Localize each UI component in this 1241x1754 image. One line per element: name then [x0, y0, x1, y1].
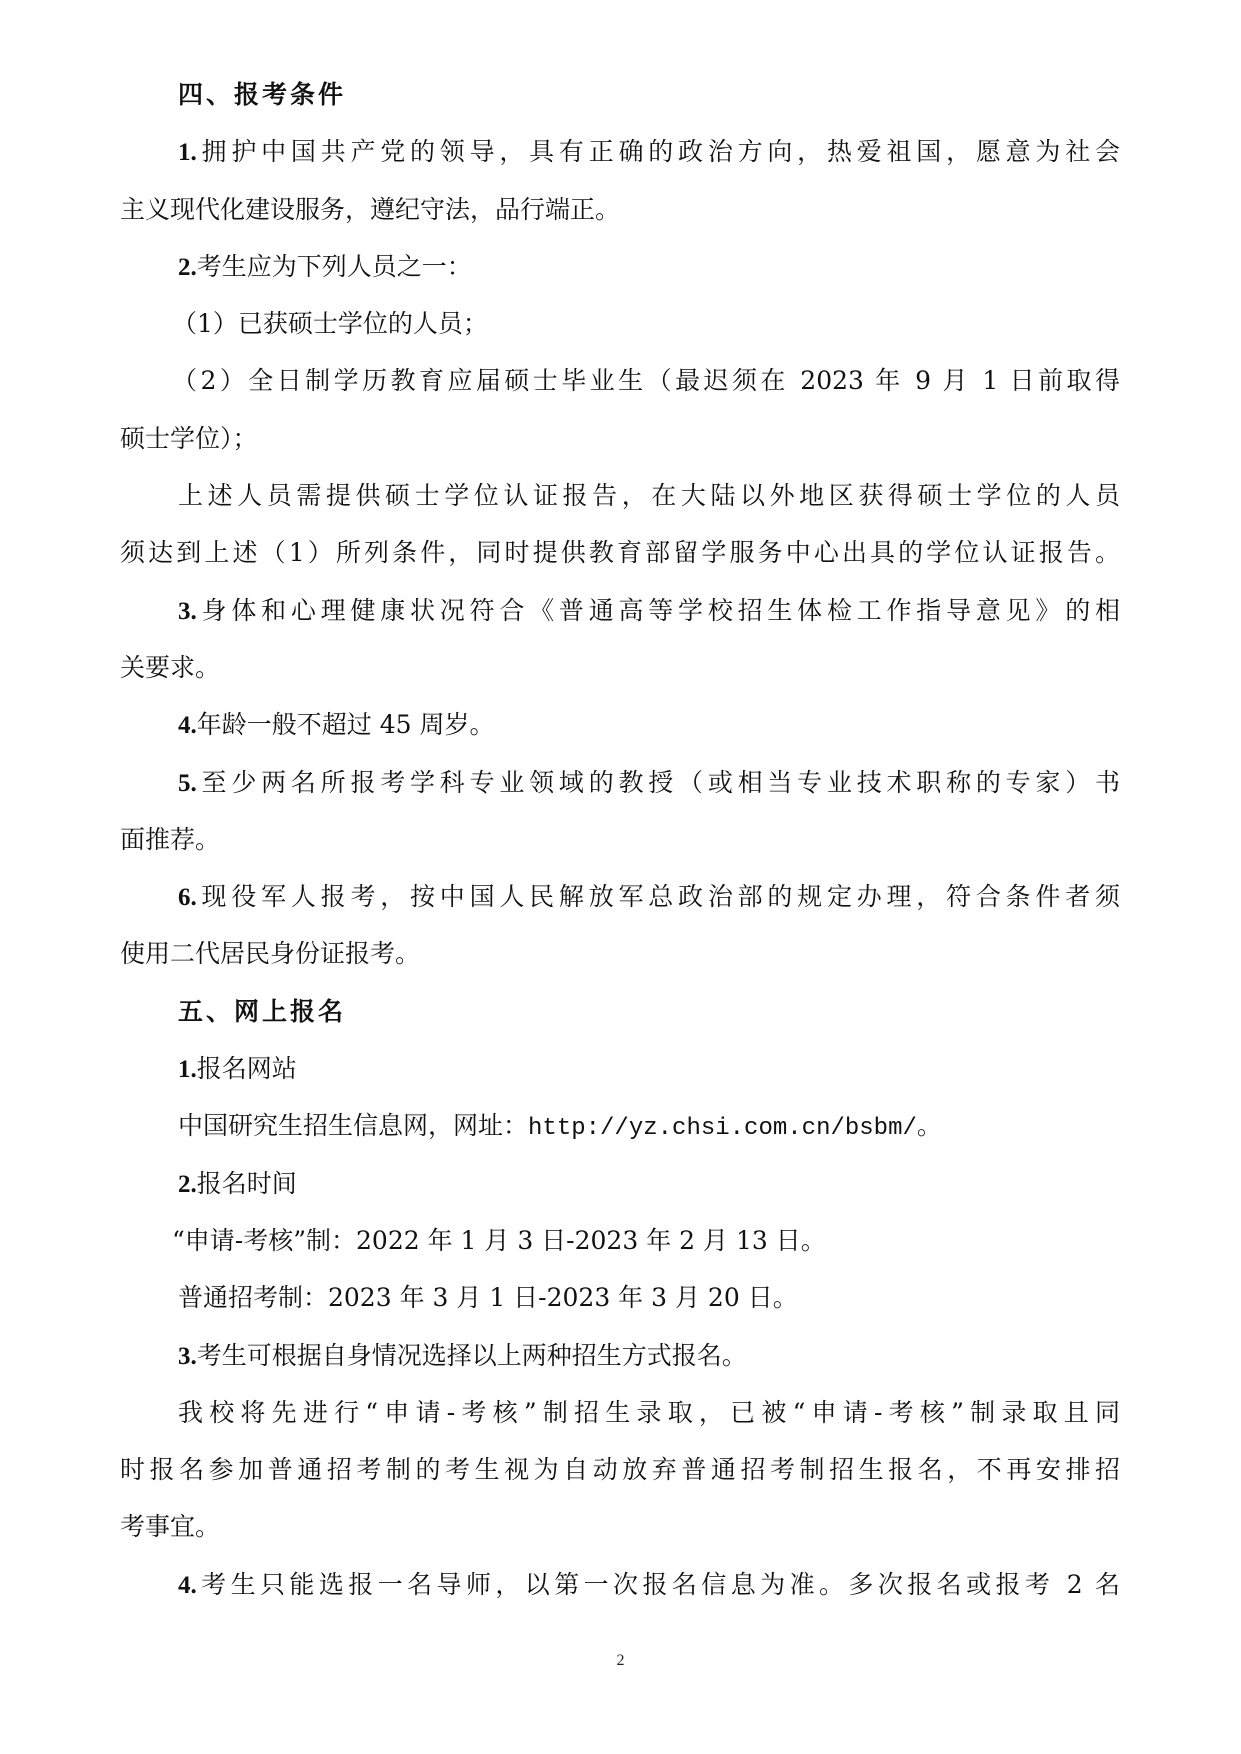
registration-1-title: 1.报名网站	[178, 1054, 297, 1084]
schedule-apply-review: “申请-考核”制：2022 年 1 月 3 日-2023 年 2 月 13 日。	[172, 1225, 826, 1255]
document-page	[120, 66, 1120, 1613]
requirement-2-note-line-1: 上述人员需提供硕士学位认证报告，在大陆以外地区获得硕士学位的人员	[178, 481, 1120, 511]
requirement-5-line-1: 5.至少两名所报考学科专业领域的教授（或相当专业技术职称的专家）书	[178, 767, 1120, 797]
requirement-6-line-1: 6.现役军人报考，按中国人民解放军总政治部的规定办理，符合条件者须	[178, 882, 1120, 912]
section-heading-online-registration: 五、网上报名	[178, 996, 347, 1026]
item-number: 2.	[178, 1170, 197, 1198]
requirement-2-line-1: 2.考生应为下列人员之一：	[178, 251, 472, 281]
requirement-5-line-2: 面推荐。	[120, 824, 221, 854]
requirement-1-line-2: 主义现代化建设服务，遵纪守法，品行端正。	[120, 194, 621, 224]
item-number: 4.	[178, 1571, 197, 1599]
requirement-4-line-1: 4.年龄一般不超过 45 周岁。	[178, 710, 495, 740]
registration-4-line-1: 4.考生只能选报一名导师，以第一次报名信息为准。多次报名或报考 2 名	[178, 1569, 1120, 1599]
requirement-1-line-1: 1.拥护中国共产党的领导，具有正确的政治方向，热爱祖国，愿意为社会	[178, 137, 1120, 167]
registration-3-note-line-2: 时报名参加普通招考制的考生视为自动放弃普通招考制招生报名，不再安排招	[120, 1455, 1120, 1485]
item-number: 6.	[178, 884, 197, 912]
schedule-general-exam: 普通招考制：2023 年 3 月 1 日-2023 年 3 月 20 日。	[178, 1283, 798, 1313]
item-number: 1.	[178, 139, 197, 167]
page-number: 2	[616, 1652, 625, 1669]
item-number: 3.	[178, 597, 197, 625]
item-number: 2.	[178, 253, 197, 281]
requirement-2-sub-2-line-1: （2）全日制学历教育应届硕士毕业生（最迟须在 2023 年 9 月 1 日前取得	[172, 366, 1120, 396]
item-number: 4.	[178, 712, 197, 740]
registration-3-note-line-3: 考事宜。	[120, 1512, 221, 1542]
item-number: 3.	[178, 1342, 197, 1370]
item-number: 5.	[178, 769, 197, 797]
registration-website-link[interactable]: http://yz.chsi.com.cn/bsbm/	[528, 1115, 917, 1143]
requirement-2-sub-2-line-2: 硕士学位）；	[120, 423, 258, 453]
requirement-3-line-2: 关要求。	[120, 652, 221, 682]
registration-3-line-1: 3.考生可根据自身情况选择以上两种招生方式报名。	[178, 1340, 747, 1370]
registration-website-line: 中国研究生招生信息网，网址：http://yz.chsi.com.cn/bsbm/。	[178, 1111, 942, 1143]
registration-3-note-line-1: 我校将先进行“申请-考核”制招生录取，已被“申请-考核”制录取且同	[178, 1397, 1120, 1427]
requirement-2-note-line-2: 须达到上述（1）所列条件，同时提供教育部留学服务中心出具的学位认证报告。	[120, 538, 1120, 568]
item-number: 1.	[178, 1056, 197, 1084]
registration-2-title: 2.报名时间	[178, 1168, 297, 1198]
requirement-2-sub-1: （1）已获硕士学位的人员；	[172, 309, 488, 339]
requirement-6-line-2: 使用二代居民身份证报考。	[120, 939, 421, 969]
section-heading-requirements: 四、报考条件	[178, 80, 347, 109]
requirement-3-line-1: 3.身体和心理健康状况符合《普通高等学校招生体检工作指导意见》的相	[178, 595, 1120, 625]
